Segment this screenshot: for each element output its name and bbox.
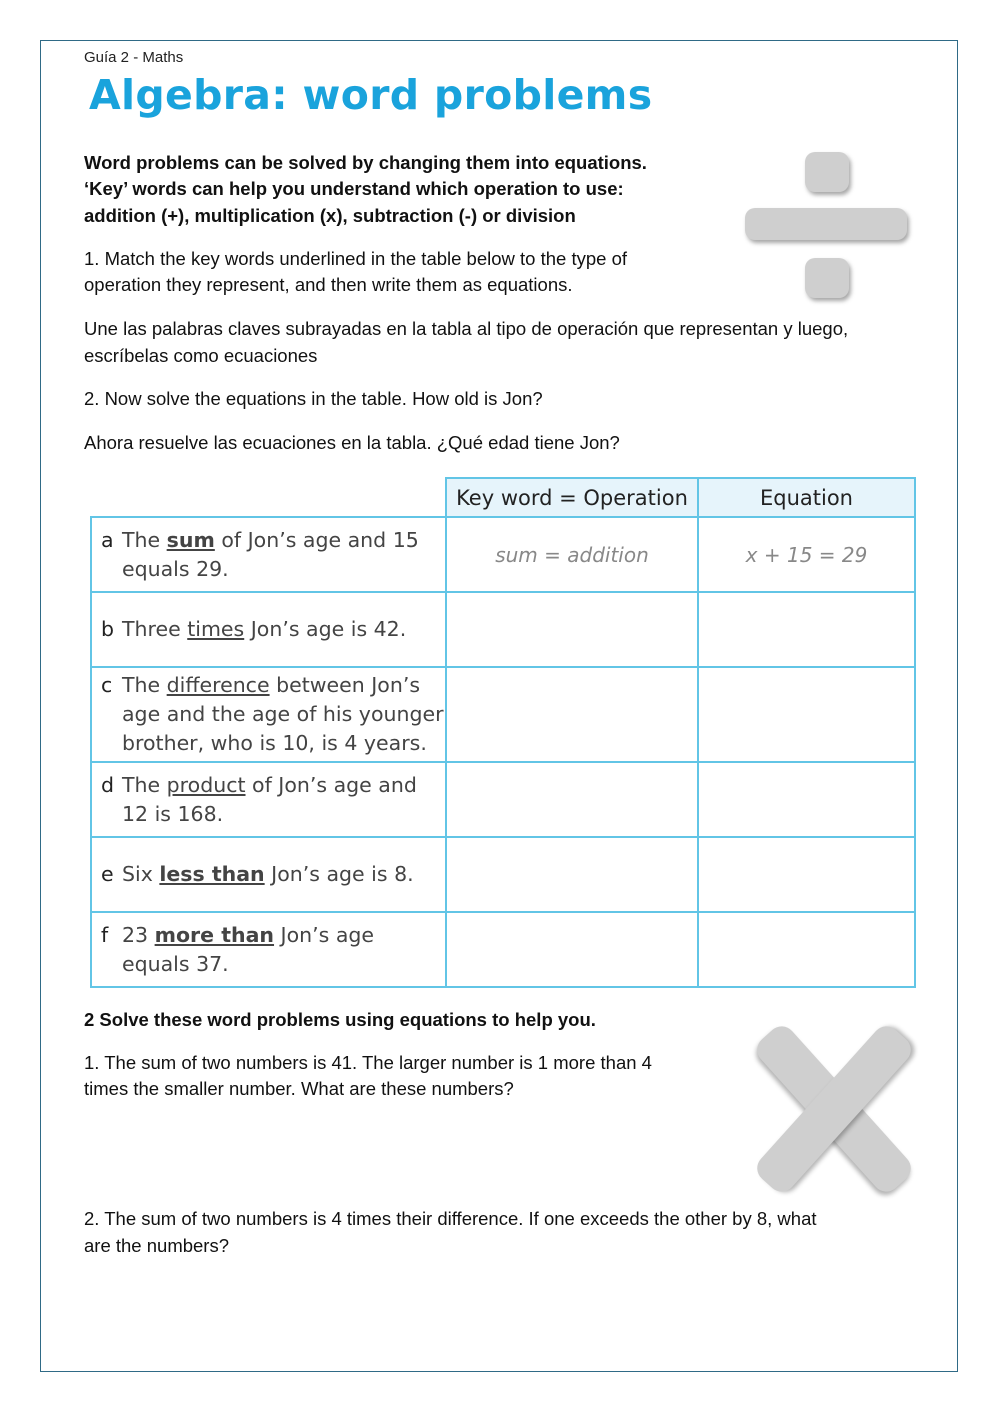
row-letter: d	[101, 772, 115, 797]
task1-es-line-2: escríbelas como ecuaciones	[84, 345, 318, 366]
row-key-word: less than	[159, 862, 265, 886]
division-icon	[741, 146, 911, 306]
intro-line-1: Word problems can be solved by changing them into equations.	[84, 152, 647, 173]
operation-cell[interactable]	[446, 837, 698, 912]
row-text-post: of Jon’s age and 12 is 168.	[122, 772, 417, 826]
table-corner	[91, 478, 446, 517]
table-row	[91, 912, 915, 987]
problem2-line-2: are the numbers?	[84, 1235, 230, 1256]
row-text-pre: Three	[122, 617, 188, 641]
row-text-post: between Jon’s age and the age of his younger brother, who is 10, is 4 years.	[122, 673, 444, 755]
row-key-word: product	[166, 772, 246, 797]
problem1-line-1: 1. The sum of two numbers is 41. The larger number is 1 more than 4	[84, 1052, 652, 1073]
equation-cell[interactable]	[698, 912, 915, 987]
equation-cell[interactable]	[698, 667, 915, 762]
row-letter: f	[101, 922, 109, 947]
page-title: Algebra: word problems	[89, 71, 653, 119]
table-row	[91, 592, 915, 667]
guide-label: Guía 2 - Maths	[84, 49, 184, 66]
operation-cell[interactable]	[446, 762, 698, 837]
operation-cell[interactable]: sum = addition	[446, 517, 698, 592]
row-text-pre: Six	[122, 862, 160, 886]
row-text-post: Jon’s age is 8.	[264, 862, 414, 886]
task2-es-text: Ahora resuelve las ecuaciones en la tabla. ¿Qué edad tiene Jon?	[84, 432, 620, 453]
table-row	[91, 762, 915, 837]
row-letter: b	[101, 617, 115, 641]
intro-line-2: ‘Key’ words can help you understand which operation to use:	[84, 178, 624, 199]
header-key-word-operation: Key word = Operation	[446, 478, 698, 517]
header-equation: Equation	[698, 478, 915, 517]
task2-text: 2. Now solve the equations in the table. How old is Jon?	[84, 388, 543, 409]
equation-cell[interactable]	[698, 592, 915, 667]
row-text-post: of Jon’s age and 15 equals 29.	[122, 527, 419, 581]
task1-line-2: operation they represent, and then write them as equations.	[84, 274, 573, 295]
row-letter: e	[101, 862, 114, 886]
row-letter: c	[101, 673, 113, 697]
operation-cell[interactable]	[446, 592, 698, 667]
equation-cell[interactable]	[698, 762, 915, 837]
table-row	[91, 517, 915, 592]
worksheet-page	[40, 40, 958, 1372]
row-text-pre: The	[122, 527, 167, 552]
row-text-post: Jon’s age is 42.	[244, 617, 407, 641]
multiplication-icon	[749, 1026, 919, 1196]
equation-cell[interactable]	[698, 837, 915, 912]
row-text-post: Jon’s age equals 37.	[122, 922, 375, 976]
row-text-pre: The	[122, 673, 167, 697]
task1-line-1: 1. Match the key words underlined in the table below to the type of	[84, 248, 627, 269]
task1-es-line-1: Une las palabras claves subrayadas en la tabla al tipo de operación que representan y luego,	[84, 318, 849, 339]
row-key-word: more than	[154, 922, 275, 947]
row-letter: a	[101, 527, 114, 552]
operation-cell[interactable]	[446, 667, 698, 762]
table-row	[91, 837, 915, 912]
key-word-table	[90, 477, 916, 988]
operation-cell[interactable]	[446, 912, 698, 987]
row-key-word: sum	[166, 527, 215, 552]
table-row	[91, 667, 915, 762]
intro-line-3: addition (+), multiplication (x), subtraction (-) or division	[84, 205, 576, 226]
equation-cell[interactable]: x + 15 = 29	[698, 517, 915, 592]
row-key-word: difference	[166, 673, 270, 697]
row-text-pre: 23	[122, 922, 155, 947]
row-key-word: times	[187, 617, 245, 641]
problem1-line-2: times the smaller number. What are these numbers?	[84, 1078, 514, 1099]
section2-heading: 2 Solve these word problems using equations to help you.	[84, 1009, 596, 1030]
problem2-line-1: 2. The sum of two numbers is 4 times their difference. If one exceeds the other by 8, what	[84, 1208, 817, 1229]
row-text-pre: The	[122, 772, 167, 797]
